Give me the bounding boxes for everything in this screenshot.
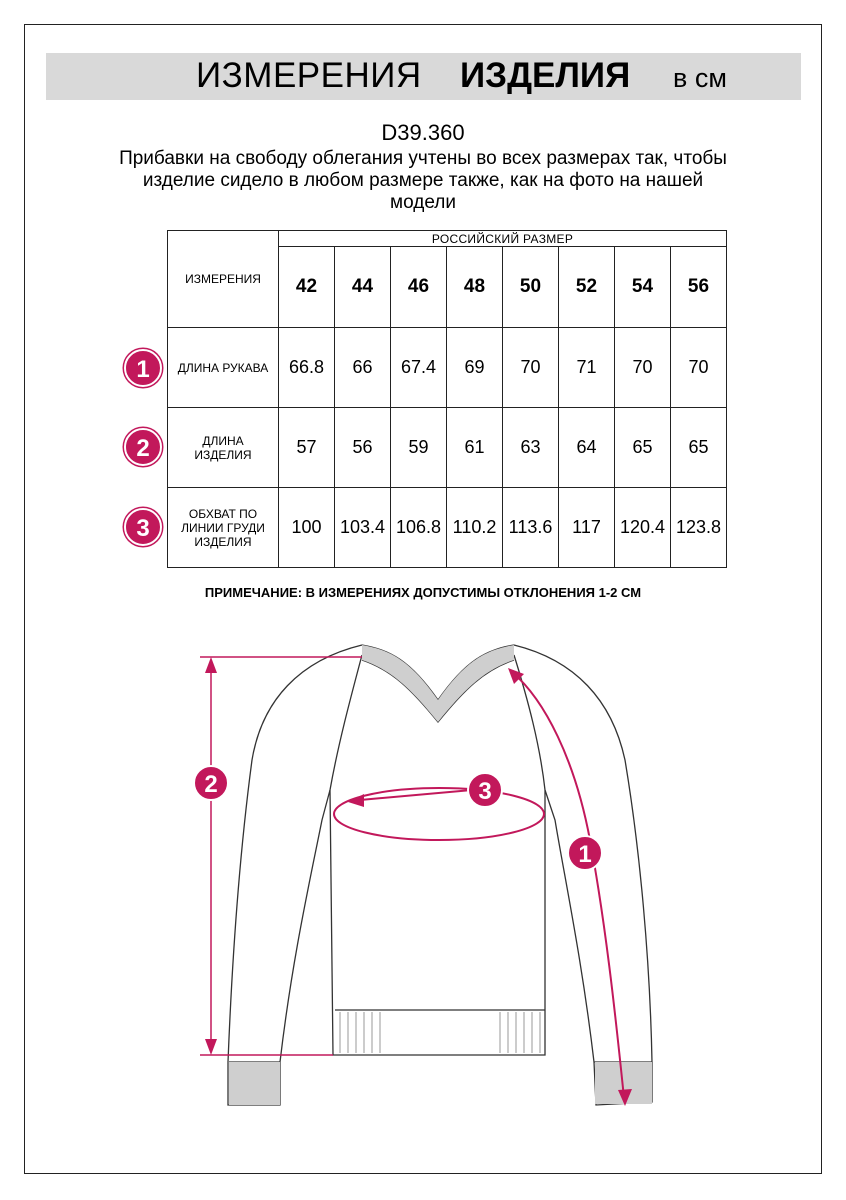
- size-header: 42: [279, 247, 335, 328]
- row-label-chest-girth: ОБХВАТ ПО ЛИНИИ ГРУДИ ИЗДЕЛИЯ: [168, 488, 279, 568]
- left-cuff: [229, 1062, 280, 1105]
- table-header-row: [168, 231, 727, 247]
- size-header: 54: [615, 247, 671, 328]
- marker-2-label: 2: [204, 771, 218, 798]
- table-cell: 120.4: [615, 488, 671, 568]
- title-bold: ИЗДЕЛИЯ: [460, 56, 631, 95]
- table-cell: 66.8: [279, 328, 335, 408]
- title-regular: ИЗМЕРЕНИЯ: [196, 56, 422, 95]
- row-badge-1: 1: [124, 349, 162, 387]
- table-cell: 65: [671, 408, 727, 488]
- chest-arrow-line: [360, 790, 472, 800]
- table-cell: 123.8: [671, 488, 727, 568]
- row-badge-2: 2: [124, 428, 162, 466]
- hem-rib-hatch: [340, 1012, 540, 1053]
- article-number: D39.360: [381, 120, 465, 145]
- table-cell: 66: [335, 328, 391, 408]
- sweater-diagram: [0, 620, 846, 1120]
- marker-3-label: 3: [478, 778, 492, 805]
- row-label-garment-length: ДЛИНА ИЗДЕЛИЯ: [168, 408, 279, 488]
- size-group-label: РОССИЙСКИЙ РАЗМЕР: [279, 231, 727, 247]
- table-cell: 110.2: [447, 488, 503, 568]
- table-cell: 59: [391, 408, 447, 488]
- size-header: 44: [335, 247, 391, 328]
- table-cell: 70: [671, 328, 727, 408]
- table-cell: 117: [559, 488, 615, 568]
- table-cell: 71: [559, 328, 615, 408]
- length-measure: [200, 657, 362, 1055]
- table-cell: 64: [559, 408, 615, 488]
- title-unit: в см: [673, 63, 727, 93]
- corner-label: ИЗМЕРЕНИЯ: [168, 231, 279, 328]
- size-header: 46: [391, 247, 447, 328]
- table-cell: 70: [503, 328, 559, 408]
- size-header: 56: [671, 247, 727, 328]
- table-cell: 103.4: [335, 488, 391, 568]
- table-cell: 65: [615, 408, 671, 488]
- table-cell: 67.4: [391, 328, 447, 408]
- tolerance-note: ПРИМЕЧАНИЕ: В ИЗМЕРЕНИЯХ ДОПУСТИМЫ ОТКЛОНЕНИЯ 1-2 СМ: [204, 585, 642, 600]
- row-badge-3: 3: [124, 508, 162, 546]
- length-arrow-top: [205, 657, 217, 673]
- sleeve-measure: [512, 672, 624, 1098]
- table-cell: 57: [279, 408, 335, 488]
- table-cell: 70: [615, 328, 671, 408]
- table-row: [168, 488, 727, 568]
- length-arrow-bottom: [205, 1039, 217, 1055]
- table-cell: 113.6: [503, 488, 559, 568]
- neck-rib: [362, 645, 514, 722]
- table-cell: 100: [279, 488, 335, 568]
- table-cell: 69: [447, 328, 503, 408]
- fit-description: Прибавки на свободу облегания учтены во всех размерах так, чтобы изделие сидело в любом размере также, как на фото на нашей модели: [119, 148, 727, 213]
- size-header: 52: [559, 247, 615, 328]
- table-cell: 56: [335, 408, 391, 488]
- marker-1-label: 1: [578, 841, 592, 868]
- row-label-sleeve-length: ДЛИНА РУКАВА: [168, 328, 279, 408]
- table-cell: 63: [503, 408, 559, 488]
- table-row: [168, 328, 727, 408]
- size-header: 50: [503, 247, 559, 328]
- chest-ellipse: [334, 788, 544, 840]
- table-row: [168, 408, 727, 488]
- size-table: [167, 230, 727, 568]
- table-cell: 61: [447, 408, 503, 488]
- table-cell: 106.8: [391, 488, 447, 568]
- size-header: 48: [447, 247, 503, 328]
